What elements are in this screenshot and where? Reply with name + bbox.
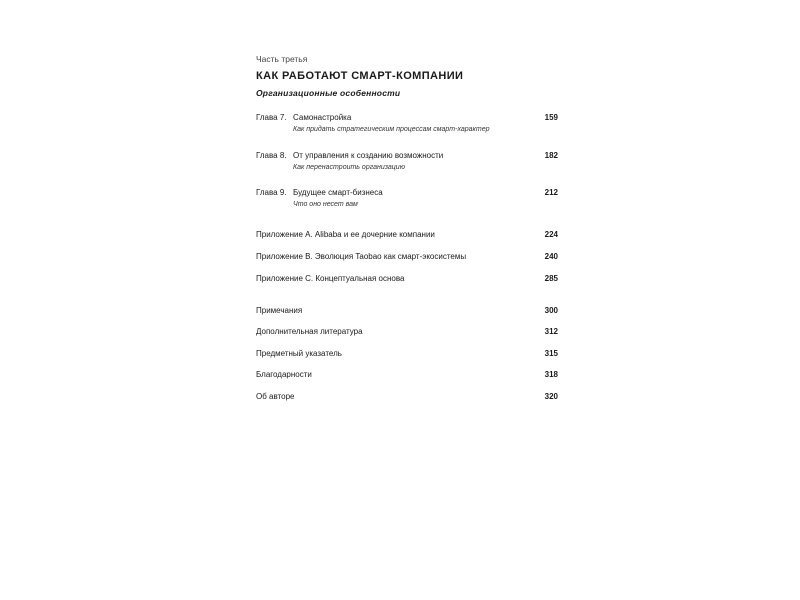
backmatter-title: Благодарности (256, 370, 312, 379)
backmatter-title: Примечания (256, 305, 303, 315)
chapter-subtitle: Как придать стратегическим процессам смарт-характер (293, 126, 490, 133)
chapter-title: Будущее смарт-бизнеса (293, 188, 383, 197)
toc-backmatter-entry (256, 305, 558, 327)
chapter-list (256, 112, 558, 225)
page-number: 224 (544, 229, 558, 239)
backmatter-list (256, 305, 558, 413)
toc-backmatter-entry (256, 391, 558, 413)
toc-backmatter-entry (256, 348, 558, 370)
part-subtitle: Организационные особенности (256, 88, 401, 98)
toc-appendix-entry (256, 251, 558, 273)
page-number: 312 (544, 327, 558, 336)
toc-backmatter-entry (256, 326, 558, 348)
page-number: 315 (544, 348, 558, 358)
part-title: КАК РАБОТАЮТ СМАРТ-КОМПАНИИ (256, 70, 464, 82)
page-number: 300 (544, 305, 558, 315)
page-number: 320 (544, 391, 558, 401)
page-number: 182 (544, 150, 558, 160)
page-number: 240 (544, 251, 558, 261)
appendix-title: Приложение А. Alibaba и ее дочерние компании (256, 229, 435, 239)
toc-chapter-entry (256, 150, 558, 188)
appendix-list (256, 229, 558, 295)
part-label: Часть третья (256, 54, 308, 64)
page-number: 159 (544, 113, 558, 122)
chapter-subtitle: Как перенастроить организацию (293, 163, 405, 171)
chapter-number: Глава 9. (256, 188, 287, 197)
toc-chapter-entry (256, 112, 558, 150)
appendix-title: Приложение С. Концептуальная основа (256, 273, 405, 283)
backmatter-title: Дополнительная литература (256, 327, 363, 336)
chapter-title: Самонастройка (293, 113, 352, 122)
chapter-number: Глава 8. (256, 150, 287, 160)
backmatter-title: Об авторе (256, 391, 295, 401)
toc-appendix-entry (256, 229, 558, 251)
toc-backmatter-entry (256, 369, 558, 391)
page-number: 285 (544, 273, 558, 283)
table-of-contents (256, 54, 558, 412)
appendix-title: Приложение B. Эволюция Taobao как смарт-экосистемы (256, 251, 467, 261)
toc-appendix-entry (256, 273, 558, 295)
page-number: 318 (544, 370, 558, 379)
chapter-number: Глава 7. (256, 113, 287, 122)
chapter-subtitle: Что оно несет вам (293, 201, 358, 208)
chapter-title: От управления к созданию возможности (293, 150, 444, 160)
page-number: 212 (544, 188, 558, 197)
backmatter-title: Предметный указатель (256, 348, 342, 358)
toc-chapter-entry (256, 187, 558, 225)
